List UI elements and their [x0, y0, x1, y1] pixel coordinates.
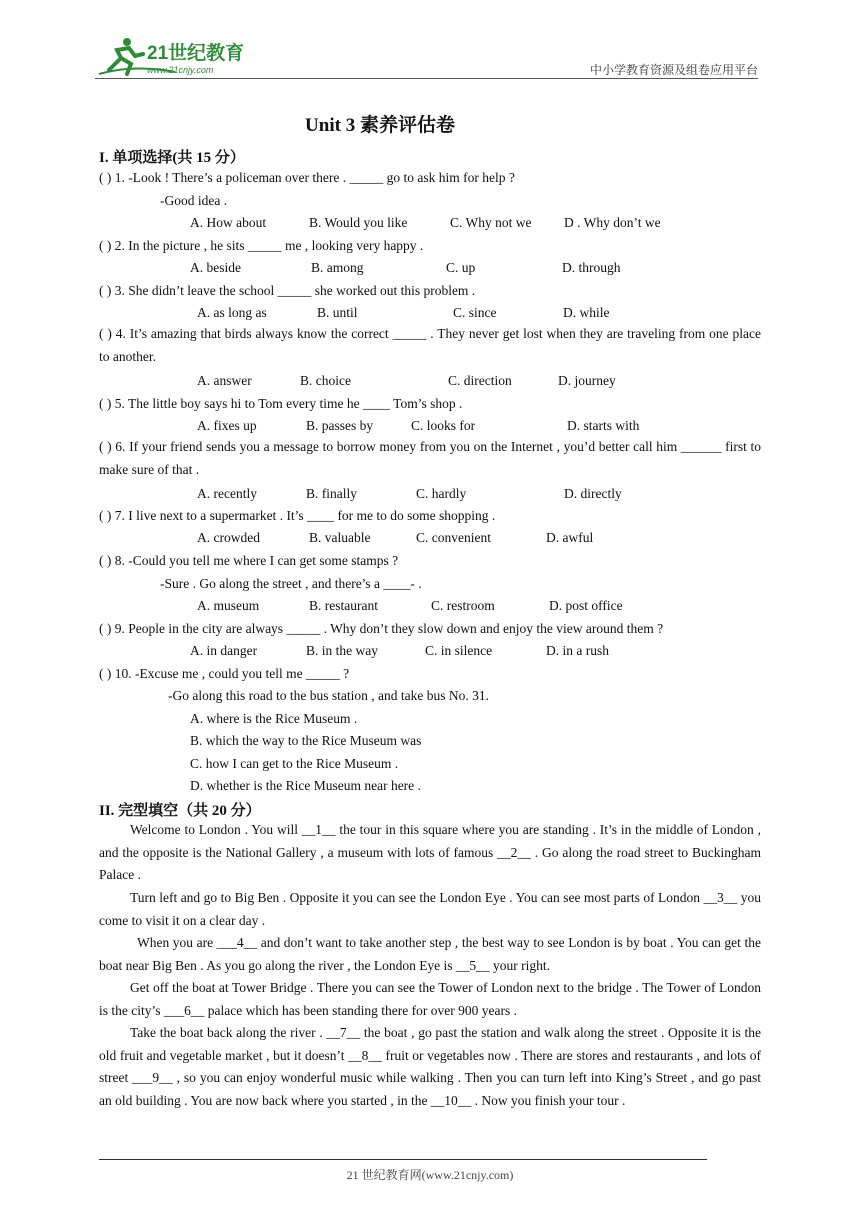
- footer-divider: [99, 1159, 707, 1160]
- question-text: ( ) 6. If your friend sends you a message to borrow money from you on the Internet , you’d better call him ______ first to make sure of that .: [99, 439, 761, 477]
- option: A. recently: [197, 486, 257, 501]
- paragraph: Turn left and go to Big Ben . Opposite it you can see the London Eye . You can see most parts of London __3__ you come to visit it on a clear day .: [99, 890, 761, 928]
- runner-logo-icon: [95, 34, 265, 80]
- question-text: ( ) 3. She didn’t leave the school _____ she worked out this problem .: [99, 283, 476, 298]
- option: C. looks for: [411, 418, 476, 433]
- option: B. which the way to the Rice Museum was: [190, 733, 422, 748]
- header-divider: [95, 78, 758, 79]
- option: B. choice: [300, 373, 351, 388]
- section-heading: I. 单项选择(共 15 分）: [99, 150, 245, 166]
- option: B. restaurant: [309, 598, 378, 613]
- option: C. restroom: [431, 598, 495, 613]
- option: B. until: [317, 305, 358, 320]
- logo-text: 21世纪教育: [147, 43, 245, 64]
- question-reply: -Go along this road to the bus station , and take bus No. 31.: [168, 688, 489, 703]
- question-text: ( ) 7. I live next to a supermarket . It’s ____ for me to do some shopping .: [99, 508, 496, 523]
- option: D. post office: [549, 598, 623, 613]
- option: B. valuable: [309, 530, 371, 545]
- option: D. journey: [558, 373, 616, 388]
- option: D. awful: [546, 530, 594, 545]
- option: B. in the way: [306, 643, 378, 658]
- site-logo: [95, 34, 265, 80]
- option: A. answer: [197, 373, 252, 388]
- option: A. How about: [190, 215, 267, 230]
- question-text: ( ) 8. -Could you tell me where I can get some stamps ?: [99, 553, 399, 568]
- option: C. Why not we: [450, 215, 532, 230]
- option: A. as long as: [197, 305, 267, 320]
- platform-text: 中小学教育资源及组卷应用平台: [589, 63, 758, 77]
- paragraph: Welcome to London . You will __1__ the tour in this square where you are standing . It’s in the middle of London , and the opposite is the National Gallery , a museum with lots of famous __2__ . Go along the road street to Buckingham Palace .: [99, 822, 761, 883]
- logo-url: www.21cnjy.com: [147, 65, 214, 75]
- option: B. among: [311, 260, 364, 275]
- option: C. in silence: [425, 643, 493, 658]
- option: C. since: [453, 305, 497, 320]
- option: D. while: [563, 305, 610, 320]
- question-text: ( ) 2. In the picture , he sits _____ me , looking very happy .: [99, 238, 424, 253]
- option: D. in a rush: [546, 643, 609, 658]
- option: D . Why don’t we: [564, 215, 661, 230]
- question-reply: -Good idea .: [160, 193, 228, 208]
- option: C. how I can get to the Rice Museum .: [190, 756, 399, 771]
- option: A. museum: [197, 598, 260, 613]
- option: D. directly: [564, 486, 622, 501]
- option: D. starts with: [567, 418, 640, 433]
- question-text: ( ) 5. The little boy says hi to Tom every time he ____ Tom’s shop .: [99, 396, 463, 411]
- paragraph: Take the boat back along the river . __7__ the boat , go past the station and walk along the street . Opposite it is the old fruit and vegetable market , but it doesn’t __8__ fruit or vegetables now . There are stores and restaurants , and lots of street ___9__ , so you can enjoy wonderful music while walking . Then you can turn left into King’s Street , and go past an old building . You are now back where you started , in the __10__ . Now you finish your tour .: [99, 1025, 761, 1108]
- option: A. beside: [190, 260, 241, 275]
- question-text: ( ) 9. People in the city are always _____ . Why don’t they slow down and enjoy the view around them ?: [99, 621, 664, 636]
- question-text: ( ) 4. It’s amazing that birds always know the correct _____ . They never get lost when they are traveling from one place to another.: [99, 326, 761, 364]
- option: C. convenient: [416, 530, 491, 545]
- option: D. whether is the Rice Museum near here .: [190, 778, 421, 793]
- page-title: Unit 3 素养评估卷: [305, 115, 455, 136]
- footer-text: 21 世纪教育网(www.21cnjy.com): [346, 1168, 514, 1182]
- option: B. passes by: [306, 418, 374, 433]
- question-text: ( ) 1. -Look ! There’s a policeman over there . _____ go to ask him for help ?: [99, 170, 515, 185]
- paragraph: When you are ___4__ and don’t want to take another step , the best way to see London is by boat . You can get the boat near Big Ben . As you go along the river , the London Eye is __5__ your right.: [99, 935, 761, 973]
- option: C. hardly: [416, 486, 467, 501]
- option: B. finally: [306, 486, 357, 501]
- option: A. where is the Rice Museum .: [190, 711, 358, 726]
- option: A. in danger: [190, 643, 258, 658]
- section-heading: II. 完型填空（共 20 分）: [99, 803, 261, 819]
- question-text: ( ) 10. -Excuse me , could you tell me _____ ?: [99, 666, 350, 681]
- option: C. direction: [448, 373, 512, 388]
- option: A. crowded: [197, 530, 260, 545]
- option: A. fixes up: [197, 418, 257, 433]
- question-reply: -Sure . Go along the street , and there’s a ____- .: [160, 576, 422, 591]
- option: B. Would you like: [309, 215, 408, 230]
- option: C. up: [446, 260, 476, 275]
- option: D. through: [562, 260, 621, 275]
- paragraph: Get off the boat at Tower Bridge . There you can see the Tower of London next to the bridge . The Tower of London is the city’s ___6__ palace which has been standing there for over 900 years .: [99, 980, 761, 1018]
